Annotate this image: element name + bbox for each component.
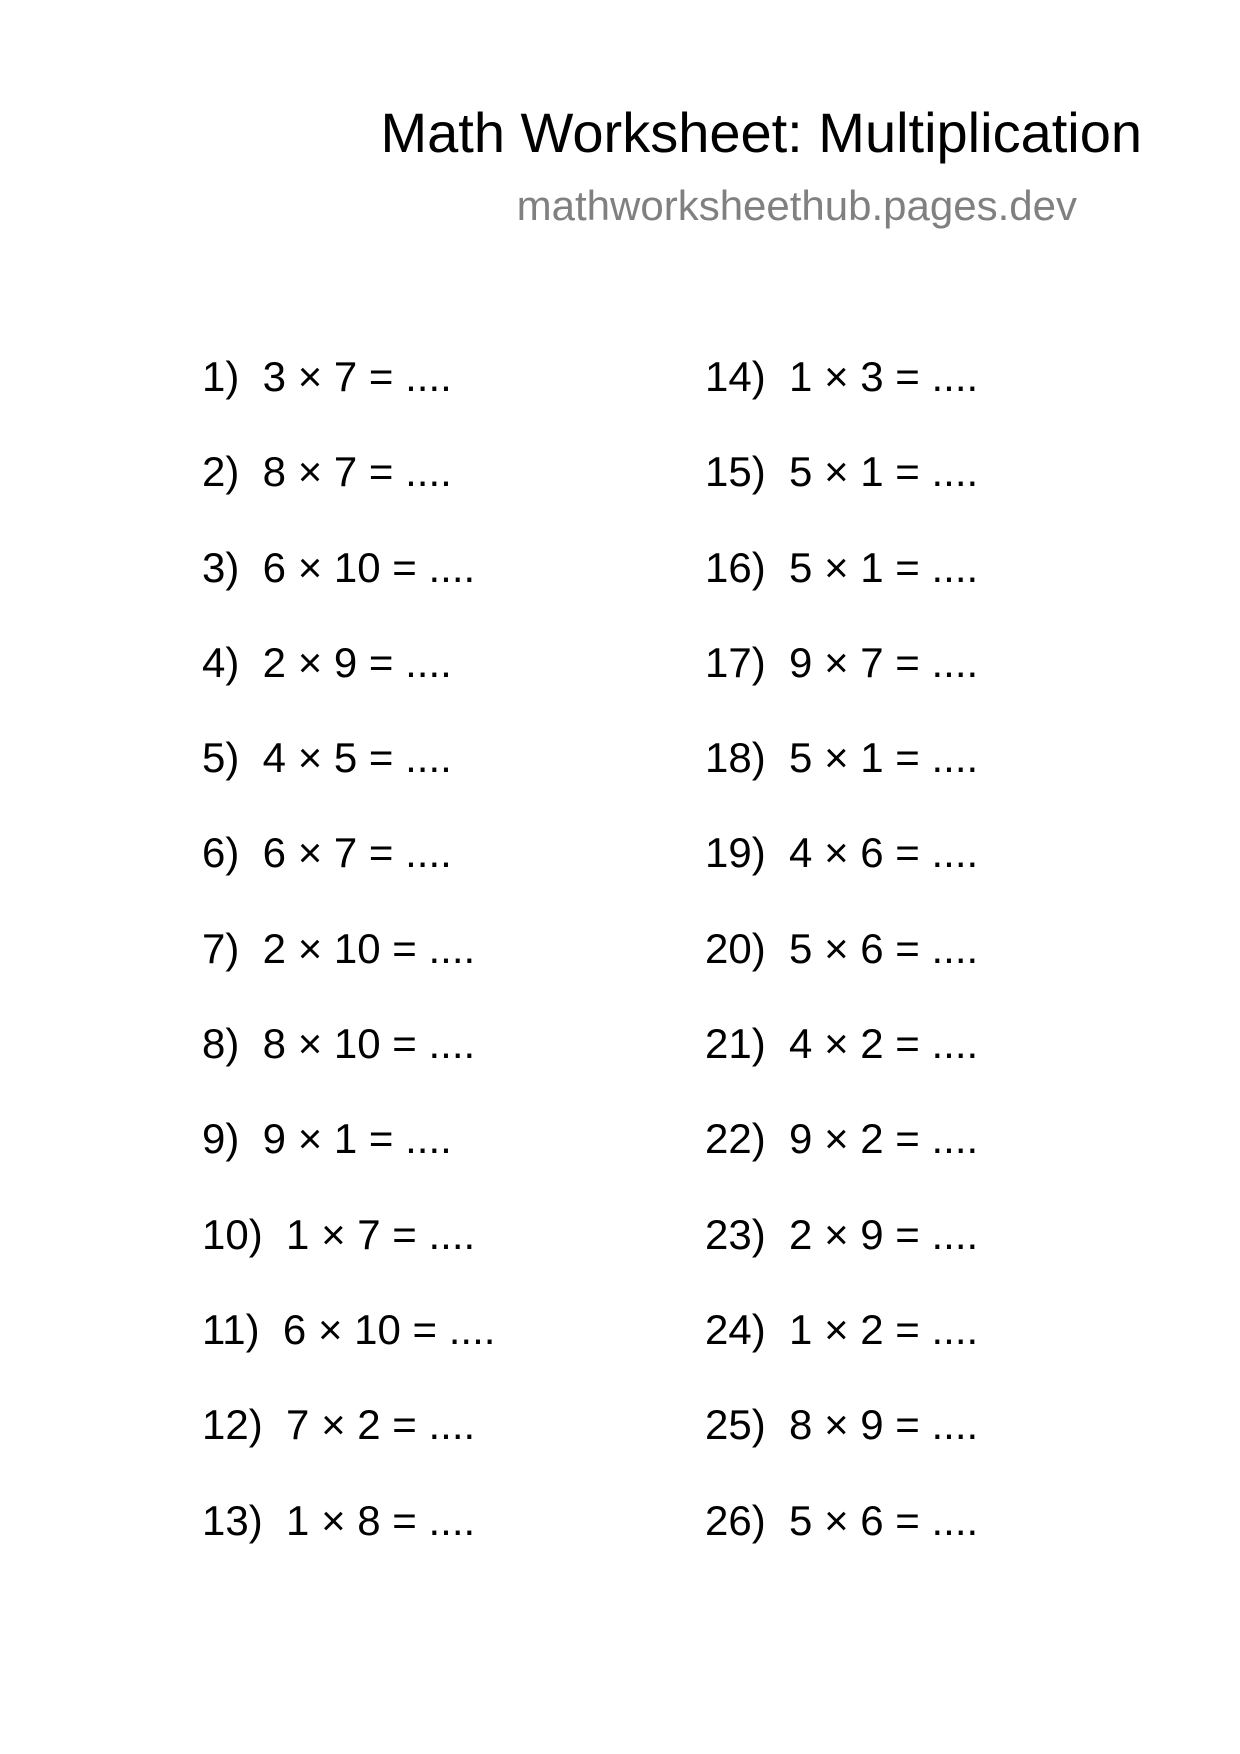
- problem-3: 3) 6 × 10 = ....: [202, 543, 476, 591]
- problem-8: 8) 8 × 10 = ....: [202, 1020, 476, 1068]
- problem-17: 17) 9 × 7 = ....: [705, 638, 979, 686]
- problem-14: 14) 1 × 3 = ....: [705, 353, 979, 400]
- problem-4: 4) 2 × 9 = ....: [202, 638, 452, 686]
- problem-15: 15) 5 × 1 = ....: [705, 448, 979, 496]
- problem-column-left: [202, 352, 495, 1591]
- problem-24: 24) 1 × 2 = ....: [705, 1305, 979, 1353]
- problem-13: 13) 1 × 8 = ....: [202, 1496, 476, 1544]
- problem-11: 11) 6 × 10 = ....: [202, 1305, 496, 1353]
- problem-5: 5) 4 × 5 = ....: [202, 734, 452, 782]
- problem-22: 22) 9 × 2 = ....: [705, 1115, 979, 1163]
- problem-column-right: [705, 352, 978, 1591]
- problem-7: 7) 2 × 10 = ....: [202, 924, 476, 972]
- problem-6: 6) 6 × 7 = ....: [202, 829, 452, 877]
- problem-21: 21) 4 × 2 = ....: [705, 1020, 979, 1068]
- problem-12: 12) 7 × 2 = ....: [202, 1401, 476, 1449]
- problem-23: 23) 2 × 9 = ....: [705, 1210, 979, 1258]
- problem-25: 25) 8 × 9 = ....: [705, 1401, 979, 1449]
- problem-2: 2) 8 × 7 = ....: [202, 448, 452, 496]
- worksheet-title: Math Worksheet: Multiplication: [380, 101, 1142, 164]
- problem-20: 20) 5 × 6 = ....: [705, 924, 979, 972]
- problem-16: 16) 5 × 1 = ....: [705, 543, 979, 591]
- problem-18: 18) 5 × 1 = ....: [705, 734, 979, 782]
- problem-9: 9) 9 × 1 = ....: [202, 1115, 452, 1163]
- problem-1: 1) 3 × 7 = ....: [202, 353, 452, 400]
- problem-26: 26) 5 × 6 = ....: [705, 1496, 979, 1544]
- problem-19: 19) 4 × 6 = ....: [705, 829, 979, 877]
- problem-10: 10) 1 × 7 = ....: [202, 1210, 476, 1258]
- worksheet-subtitle: mathworksheethub.pages.dev: [516, 182, 1077, 229]
